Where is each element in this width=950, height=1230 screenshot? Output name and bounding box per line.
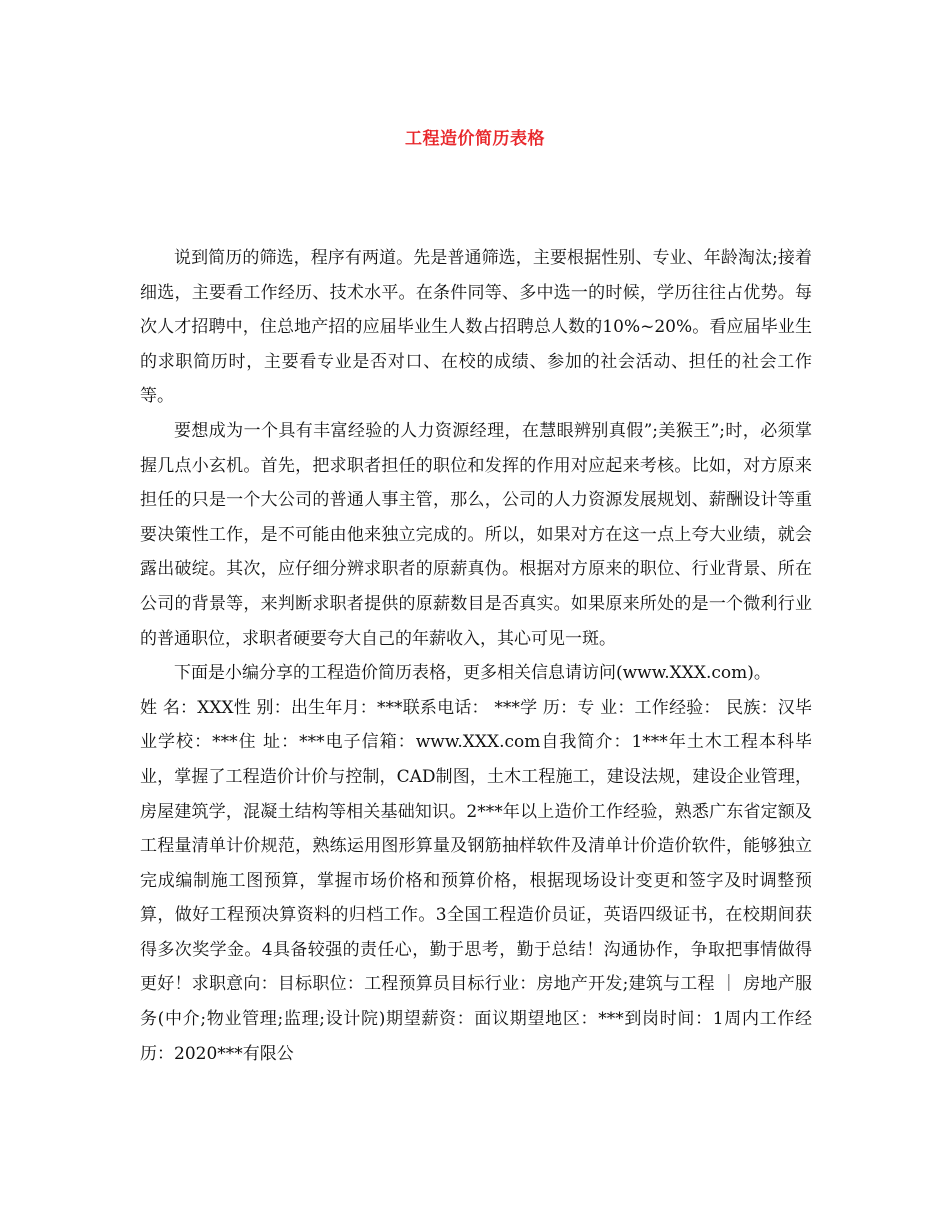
- paragraph-resume: 姓 名：XXX性 别：出生年月：***联系电话： ***学 历：专 业：工作经验： 民族：汉毕业学校：***住 址：***电子信箱：www.XXX.com自我简介：1***年土木工程本科毕业，掌握了工程造价计价与控制，CAD制图，土木工程施工，建设法规，建设企业管理，房屋建筑学，混凝土结构等相关基础知识。2***年以上造价工作经验，熟悉广东省定额及工程量清单计价规范，熟练运用图形算量及钢筋抽样软件及清单计价造价软件，能够独立完成编制施工图预算，掌握市场价格和预算价格，根据现场设计变更和签字及时调整预算，做好工程预决算资料的归档工作。3全国工程造价员证，英语四级证书，在校期间获得多次奖学金。4具备较强的责任心，勤于思考，勤于总结！沟通协作，争取把事情做得更好！求职意向：目标职位：工程预算员目标行业：房地产开发;建筑与工程 ｜ 房地产服务(中介;物业管理;监理;设计院)期望薪资：面议期望地区：***到岗时间：1周内工作经历：2020***有限公: [140, 697, 812, 1064]
- paragraph-screening: 说到简历的筛选，程序有两道。先是普通筛选，主要根据性别、专业、年龄淘汰;接着细选，主要看工作经历、技术水平。在条件同等、多中选一的时候，学历往往占优势。每次人才招聘中，住总地产招的应届毕业生人数占招聘总人数的10%~20%。看应届毕业生的求职简历时，主要看专业是否对口、在校的成绩、参加的社会活动、担任的社会工作等。: [140, 248, 812, 407]
- paragraph-intro: 下面是小编分享的工程造价简历表格，更多相关信息请访问(www.XXX.com)。: [174, 663, 771, 684]
- paragraph-hr-tips: 要想成为一个具有丰富经验的人力资源经理，在慧眼辨别真假”;美猴王”;时，必须掌握几点小玄机。首先，把求职者担任的职位和发挥的作用对应起来考核。比如，对方原来担任的只是一个大公司的普通人事主管，那么，公司的人力资源发展规划、薪酬设计等重要决策性工作，是不可能由他来独立完成的。所以，如果对方在这一点上夸大业绩，就会露出破绽。其次，应仔细分辨求职者的原薪真伪。根据对方原来的职位、行业背景、所在公司的背景等，来判断求职者提供的原薪数目是否真实。如果原来所处的是一个微利行业的普通职位，求职者硬要夸大自己的年薪收入，其心可见一斑。: [140, 420, 812, 649]
- document-title: 工程造价简历表格: [405, 129, 545, 149]
- document-body: [140, 241, 812, 1071]
